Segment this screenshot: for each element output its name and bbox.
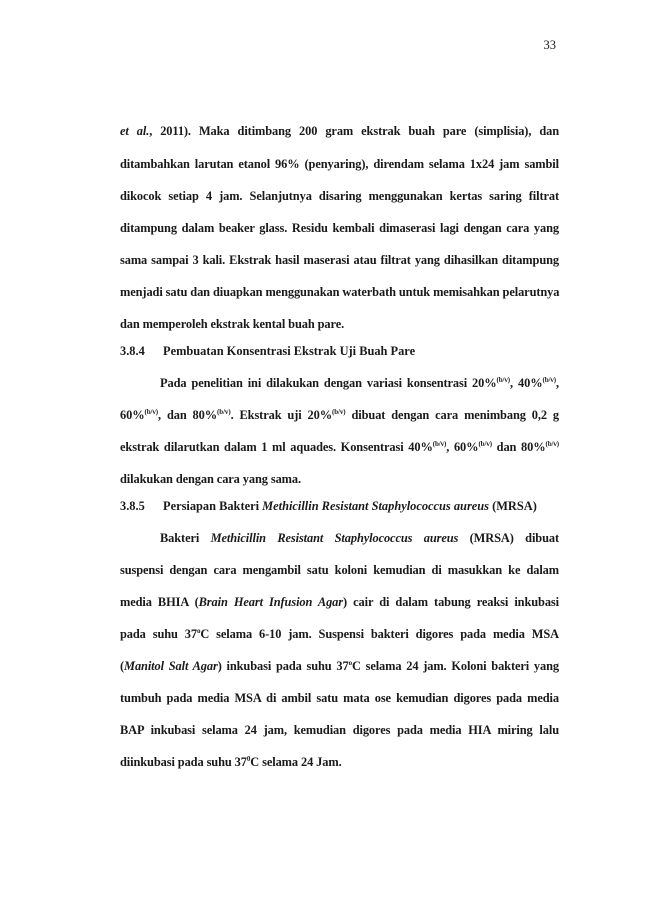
italic-text: Brain Heart Infusion Agar xyxy=(198,595,343,609)
paragraph-line xyxy=(120,626,559,642)
paragraph-line: ditampung dalam beaker glass. Residu kembali dimaserasi lagi dengan cara yang xyxy=(120,221,559,235)
superscript: (b/v) xyxy=(478,440,492,448)
superscript: (b/v) xyxy=(496,376,511,384)
section-number: 3.8.5 xyxy=(120,499,145,513)
superscript: (b/v) xyxy=(332,408,346,416)
paragraph-line: tumbuh pada media MSA di ambil satu mata ose kemudian digores pada media xyxy=(120,691,559,705)
superscript: (b/v) xyxy=(545,440,560,448)
paragraph-line: suspensi dengan cara mengambil satu koloni kemudian di masukkan ke dalam xyxy=(120,563,559,577)
section-heading-384 xyxy=(120,343,415,359)
paragraph-line: dan memperoleh ekstrak kental buah pare. xyxy=(120,317,345,331)
text-span: , 40% xyxy=(510,376,543,390)
page-number: 33 xyxy=(543,38,556,52)
text-span: media BHIA ( xyxy=(120,595,199,609)
text-span: C selama 6-10 jam. Suspensi bakteri digores pada media MSA xyxy=(200,627,559,641)
superscript: (b/v) xyxy=(144,408,158,416)
text-span: , xyxy=(556,376,560,390)
paragraph-line xyxy=(160,375,559,391)
paragraph-line: BAP inkubasi selama 24 jam, kemudian digores pada media HIA miring lalu xyxy=(120,723,559,737)
italic-text: Methicillin Resistant Staphylococcus aureus xyxy=(210,531,459,545)
text-span: dibuat dengan cara menimbang 0,2 g xyxy=(345,408,559,422)
superscript: o xyxy=(348,659,352,667)
text-span: diinkubasi pada suhu 37 xyxy=(120,755,247,769)
text-span: ) inkubasi pada suhu 37 xyxy=(217,659,349,673)
superscript: (b/v) xyxy=(542,376,557,384)
section-title: Persiapan Bakteri xyxy=(163,499,263,513)
section-number: 3.8.4 xyxy=(120,344,145,358)
superscript: o xyxy=(196,627,201,635)
paragraph-line xyxy=(160,530,559,546)
paragraph-line xyxy=(120,407,559,423)
text-span: dan 80% xyxy=(491,440,546,454)
section-title: Pembuatan Konsentrasi Ekstrak Uji Buah Pare xyxy=(163,344,416,358)
paragraph-line: dilakukan dengan cara yang sama. xyxy=(120,472,301,486)
paragraph-line: menjadi satu dan diuapkan menggunakan waterbath untuk memisahkan pelarutnya xyxy=(120,285,560,299)
text-span: , 60% xyxy=(446,440,479,454)
paragraph-line xyxy=(120,594,559,610)
superscript: 0 xyxy=(246,755,251,763)
paragraph-line: sama sampai 3 kali. Ekstrak hasil maserasi atau filtrat yang dihasilkan ditampung xyxy=(120,253,559,267)
text-span: pada suhu 37 xyxy=(120,627,197,641)
section-heading-385 xyxy=(120,498,537,514)
paragraph-line xyxy=(120,754,559,770)
paragraph-line xyxy=(120,123,559,139)
paragraph-line: dikocok setiap 4 jam. Selanjutnya disaring menggunakan kertas saring filtrat xyxy=(120,189,559,203)
italic-text: et al. xyxy=(120,124,150,138)
text-span: Pada penelitian ini dilakukan dengan variasi konsentrasi 20% xyxy=(160,376,497,390)
text-span: ( xyxy=(120,659,125,673)
paragraph-line xyxy=(120,658,559,674)
italic-text: Methicillin Resistant Staphylococcus aureus xyxy=(262,499,489,513)
text-span: Bakteri xyxy=(160,531,211,545)
text-span: (MRSA) dibuat xyxy=(458,531,559,545)
section-title: (MRSA) xyxy=(488,499,537,513)
text-span: 60% xyxy=(120,408,145,422)
paragraph-line: ditambahkan larutan etanol 96% (penyaring), direndam selama 1x24 jam sambil xyxy=(120,157,559,171)
superscript: (b/v) xyxy=(217,408,231,416)
text-span: ) cair di dalam tabung reaksi inkubasi xyxy=(343,595,559,609)
superscript: (b/v) xyxy=(432,440,447,448)
text-span: C selama 24 jam. Koloni bakteri yang xyxy=(351,659,559,673)
text-span: ekstrak dilarutkan dalam 1 ml aquades. Konsentrasi 40% xyxy=(120,440,433,454)
italic-text: Manitol Salt Agar xyxy=(124,659,218,673)
text-span: . Ekstrak uji 20% xyxy=(230,408,333,422)
paragraph-line xyxy=(120,439,559,455)
text-span: C selama 24 Jam. xyxy=(250,755,342,769)
text-span: , 2011). Maka ditimbang 200 gram ekstrak buah pare (simplisia), dan xyxy=(149,124,560,138)
text-span: , dan 80% xyxy=(158,408,218,422)
